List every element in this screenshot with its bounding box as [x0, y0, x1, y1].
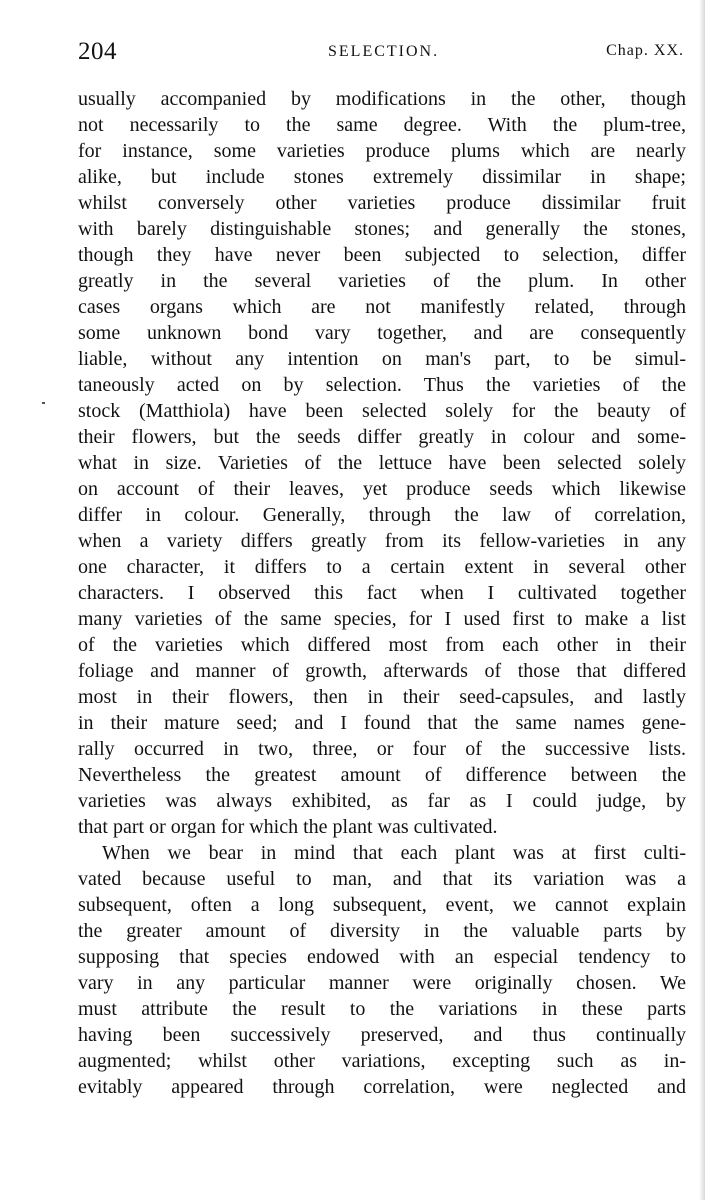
text-line: with barely distinguishable stones; and generally the stones, [78, 218, 686, 240]
text-line: usually accompanied by modifications in the other, though [78, 88, 686, 110]
text-line: most in their flowers, then in their seed-capsules, and lastly [78, 686, 686, 708]
text-line: their flowers, but the seeds differ greatly in colour and some- [78, 426, 686, 448]
text-line: must attribute the result to the variations in these parts [78, 998, 686, 1020]
text-line: foliage and manner of growth, afterwards of those that differed [78, 660, 686, 682]
text-line: characters. I observed this fact when I cultivated together [78, 582, 686, 604]
text-line: whilst conversely other varieties produce dissimilar fruit [78, 192, 686, 214]
text-line: evitably appeared through correlation, were neglected and [78, 1076, 686, 1098]
chapter-label: Chap. XX. [606, 42, 684, 59]
text-line: on account of their leaves, yet produce seeds which likewise [78, 478, 686, 500]
print-speck [42, 402, 45, 404]
text-line: varieties was always exhibited, as far as I could judge, by [78, 790, 686, 812]
text-line: alike, but include stones extremely dissimilar in shape; [78, 166, 686, 188]
text-line: having been successively preserved, and thus continually [78, 1024, 686, 1046]
text-line: many varieties of the same species, for I used first to make a list [78, 608, 686, 630]
text-line: vated because useful to man, and that its variation was a [78, 868, 686, 890]
text-line: though they have never been subjected to selection, differ [78, 244, 686, 266]
text-line: rally occurred in two, three, or four of the successive lists. [78, 738, 686, 760]
text-line: liable, without any intention on man's part, to be simul- [78, 348, 686, 370]
text-line: the greater amount of diversity in the valuable parts by [78, 920, 686, 942]
text-line: cases organs which are not manifestly related, through [78, 296, 686, 318]
text-line: stock (Matthiola) have been selected solely for the beauty of [78, 400, 686, 422]
text-line: When we bear in mind that each plant was at first culti- [102, 842, 686, 864]
text-line: not necessarily to the same degree. With the plum-tree, [78, 114, 686, 136]
text-line: subsequent, often a long subsequent, event, we cannot explain [78, 894, 686, 916]
text-line: some unknown bond vary together, and are consequently [78, 322, 686, 344]
text-line: in their mature seed; and I found that the same names gene- [78, 712, 686, 734]
text-line: augmented; whilst other variations, excepting such as in- [78, 1050, 686, 1072]
page-number: 204 [78, 38, 117, 65]
text-line: one character, it differs to a certain extent in several other [78, 556, 686, 578]
body-text [78, 86, 686, 1100]
page-edge-shadow [699, 0, 705, 1200]
text-line: for instance, some varieties produce plums which are nearly [78, 140, 686, 162]
text-line: what in size. Varieties of the lettuce have been selected solely [78, 452, 686, 474]
text-line: vary in any particular manner were originally chosen. We [78, 972, 686, 994]
text-line: when a variety differs greatly from its fellow-varieties in any [78, 530, 686, 552]
text-line: of the varieties which differed most from each other in their [78, 634, 686, 656]
text-line: differ in colour. Generally, through the law of correlation, [78, 504, 686, 526]
text-line: greatly in the several varieties of the plum. In other [78, 270, 686, 292]
text-line: supposing that species endowed with an especial tendency to [78, 946, 686, 968]
text-line: taneously acted on by selection. Thus the varieties of the [78, 374, 686, 396]
running-title: SELECTION. [328, 43, 440, 60]
page-header [78, 38, 684, 68]
text-line: that part or organ for which the plant was cultivated. [78, 816, 498, 838]
text-line: Nevertheless the greatest amount of difference between the [78, 764, 686, 786]
